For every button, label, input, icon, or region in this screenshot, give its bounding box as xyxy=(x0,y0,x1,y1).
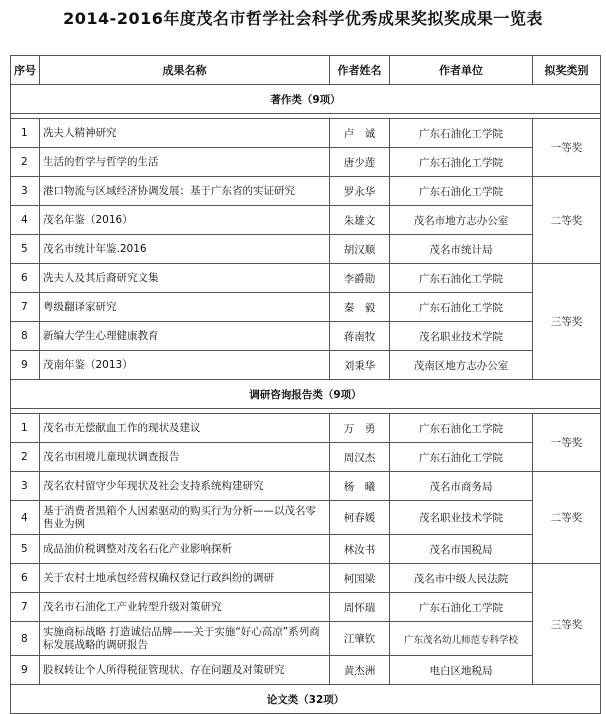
row-unit: 广东石油化工学院 xyxy=(390,264,533,293)
row-name: 股权转让个人所得税征管现状、存在问题及对策研究 xyxy=(40,656,330,685)
award-cell: 三等奖 xyxy=(533,564,601,685)
row-unit: 电白区地税局 xyxy=(390,656,533,685)
table-row xyxy=(11,235,601,264)
awards-table xyxy=(10,55,601,714)
award-cell: 一等奖 xyxy=(533,119,601,177)
row-num: 2 xyxy=(11,443,40,472)
row-num: 6 xyxy=(11,264,40,293)
row-num: 3 xyxy=(11,177,40,206)
table-row xyxy=(11,177,601,206)
row-num: 9 xyxy=(11,351,40,380)
award-cell: 二等奖 xyxy=(533,177,601,264)
row-author: 黄杰洲 xyxy=(330,656,390,685)
table-row xyxy=(11,535,601,564)
row-unit: 茂名职业技术学院 xyxy=(390,501,533,535)
section-header-row xyxy=(11,380,601,409)
row-unit: 茂名市中级人民法院 xyxy=(390,564,533,593)
row-num: 3 xyxy=(11,472,40,501)
row-author: 唐少莲 xyxy=(330,148,390,177)
row-num: 1 xyxy=(11,119,40,148)
table-row xyxy=(11,564,601,593)
row-name: 冼夫人精神研究 xyxy=(40,119,330,148)
row-num: 7 xyxy=(11,293,40,322)
row-unit: 茂南区地方志办公室 xyxy=(390,351,533,380)
row-author: 周汉杰 xyxy=(330,443,390,472)
row-num: 5 xyxy=(11,535,40,564)
row-num: 2 xyxy=(11,148,40,177)
table-row xyxy=(11,322,601,351)
row-name: 粤级翻译家研究 xyxy=(40,293,330,322)
award-cell: 二等奖 xyxy=(533,472,601,564)
row-num: 8 xyxy=(11,622,40,656)
row-name: 港口物流与区域经济协调发展：基于广东省的实证研究 xyxy=(40,177,330,206)
row-name: 基于消费者黑箱个人因素驱动的购买行为分析——以茂名零售业为例 xyxy=(40,501,330,535)
table-row xyxy=(11,472,601,501)
row-name: 茂名市无偿献血工作的现状及建议 xyxy=(40,414,330,443)
table-row xyxy=(11,501,601,535)
section-label: 著作类（9项） xyxy=(11,85,601,114)
table-row xyxy=(11,351,601,380)
table-row xyxy=(11,119,601,148)
row-unit: 广东石油化工学院 xyxy=(390,119,533,148)
row-author: 李爵勋 xyxy=(330,264,390,293)
row-unit: 茂名市商务局 xyxy=(390,472,533,501)
row-num: 6 xyxy=(11,564,40,593)
table-row xyxy=(11,148,601,177)
row-unit: 广东石油化工学院 xyxy=(390,177,533,206)
row-name: 茂名市石油化工产业转型升级对策研究 xyxy=(40,593,330,622)
row-author: 林汝书 xyxy=(330,535,390,564)
section-label: 论文类（32项） xyxy=(11,685,601,714)
header-author: 作者姓名 xyxy=(330,56,390,85)
row-name: 茂名年鉴（2016） xyxy=(40,206,330,235)
header-num: 序号 xyxy=(11,56,40,85)
row-name: 茂名市困境儿童现状调查报告 xyxy=(40,443,330,472)
row-unit: 广东石油化工学院 xyxy=(390,593,533,622)
table-row xyxy=(11,656,601,685)
row-num: 8 xyxy=(11,322,40,351)
row-unit: 广东石油化工学院 xyxy=(390,414,533,443)
row-num: 7 xyxy=(11,593,40,622)
section-header-row xyxy=(11,685,601,714)
row-name: 茂名农村留守少年现状及社会支持系统构建研究 xyxy=(40,472,330,501)
row-name: 实施商标战略 打造诚信品牌——关于实施“好心高凉”系列商标发展战略的调研报告 xyxy=(40,622,330,656)
table-row xyxy=(11,414,601,443)
table-body xyxy=(11,85,601,714)
page-title: 2014-2016年度茂名市哲学社会科学优秀成果奖拟奖成果一览表 xyxy=(63,9,543,28)
row-num: 9 xyxy=(11,656,40,685)
table-header-row xyxy=(11,56,601,85)
table-row xyxy=(11,443,601,472)
row-author: 胡汉顺 xyxy=(330,235,390,264)
row-unit: 茂名市统计局 xyxy=(390,235,533,264)
row-name: 新编大学生心理健康教育 xyxy=(40,322,330,351)
row-unit: 茂名市地方志办公室 xyxy=(390,206,533,235)
section-header-row xyxy=(11,85,601,114)
row-author: 朱雄文 xyxy=(330,206,390,235)
row-num: 4 xyxy=(11,206,40,235)
row-author: 蒋南牧 xyxy=(330,322,390,351)
row-unit: 广东石油化工学院 xyxy=(390,148,533,177)
award-cell: 一等奖 xyxy=(533,414,601,472)
row-name: 生活的哲学与哲学的生活 xyxy=(40,148,330,177)
row-num: 4 xyxy=(11,501,40,535)
row-author: 柯国梁 xyxy=(330,564,390,593)
row-author: 罗永华 xyxy=(330,177,390,206)
row-name: 茂名市统计年鉴.2016 xyxy=(40,235,330,264)
row-author: 杨 曦 xyxy=(330,472,390,501)
table-row xyxy=(11,593,601,622)
table-row xyxy=(11,206,601,235)
table-row xyxy=(11,293,601,322)
row-author: 刘秉华 xyxy=(330,351,390,380)
row-author: 万 勇 xyxy=(330,414,390,443)
award-cell: 三等奖 xyxy=(533,264,601,380)
row-unit: 广东石油化工学院 xyxy=(390,443,533,472)
row-author: 卢 诚 xyxy=(330,119,390,148)
row-name: 冼夫人及其后裔研究文集 xyxy=(40,264,330,293)
row-name: 茂南年鉴（2013） xyxy=(40,351,330,380)
row-author: 周怀瑞 xyxy=(330,593,390,622)
row-unit: 广东茂名幼儿师范专科学校 xyxy=(390,622,533,656)
table-row xyxy=(11,622,601,656)
row-name: 成品油价税调整对茂名石化产业影响探析 xyxy=(40,535,330,564)
row-author: 秦 毅 xyxy=(330,293,390,322)
header-award: 拟奖类别 xyxy=(533,56,601,85)
row-author: 江肇钦 xyxy=(330,622,390,656)
row-num: 5 xyxy=(11,235,40,264)
section-label: 调研咨询报告类（9项） xyxy=(11,380,601,409)
row-unit: 茂名职业技术学院 xyxy=(390,322,533,351)
header-unit: 作者单位 xyxy=(390,56,533,85)
row-unit: 茂名市国税局 xyxy=(390,535,533,564)
row-num: 1 xyxy=(11,414,40,443)
header-name: 成果名称 xyxy=(40,56,330,85)
row-name: 关于农村土地承包经营权确权登记行政纠纷的调研 xyxy=(40,564,330,593)
row-author: 柯春媛 xyxy=(330,501,390,535)
table-row xyxy=(11,264,601,293)
row-unit: 广东石油化工学院 xyxy=(390,293,533,322)
